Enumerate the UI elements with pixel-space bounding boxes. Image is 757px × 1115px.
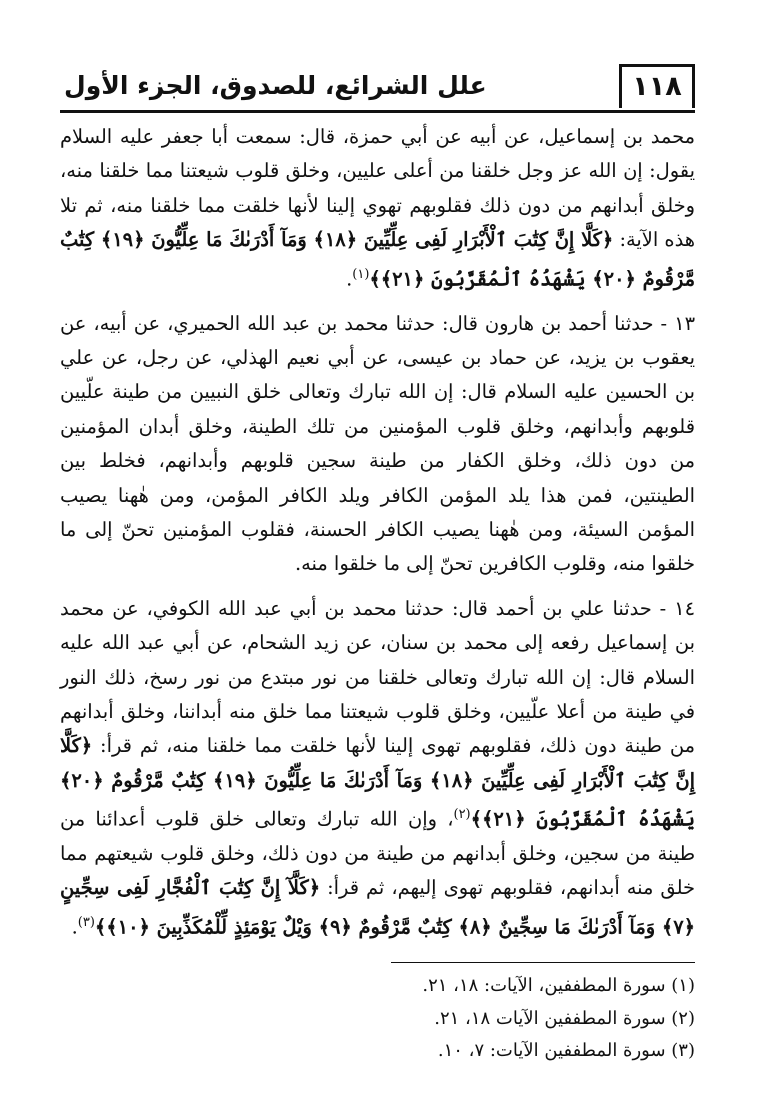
- paragraph-hadith-14: [60, 592, 695, 945]
- paragraph-text: محمد بن إسماعيل، عن أبيه عن أبي حمزة، قال: سمعت أبا جعفر عليه السلام يقول: إن الله عز وجل خلقنا من أعلى عليين، وخلق قلوب شيعتنا مما خلقنا منه، وخلق أبدانهم من دون ذلك فقلوبهم تهوي إلينا لأنها خلقت مما خلقنا منه، ثم تلا هذه الآية:: [60, 125, 695, 252]
- footnote: (١) سورة المطففين، الآيات: ١٨، ٢١.: [422, 975, 695, 996]
- quran-quote: ﴿كَلَّا إِنَّ كِتَٰبَ ٱلْأَبْرَارِ لَفِى عِلِّيِّينَ ﴿١٨﴾ وَمَآ أَدْرَىٰكَ مَا عِلِّيُّونَ ﴿١٩﴾ كِتَٰبٌ مَّرْقُومٌ ﴿٢٠﴾ يَشْهَدُهُ ٱلْمُقَرَّبُونَ ﴿٢١﴾﴾: [60, 734, 696, 831]
- footnote-marker: (١): [352, 266, 370, 282]
- paragraph-continuation: [60, 120, 695, 297]
- footnote: (٢) سورة المطففين الآيات ١٨، ٢١.: [434, 1007, 695, 1029]
- paragraph-hadith-13: [60, 307, 695, 582]
- footnote: (٣) سورة المطففين الآيات: ٧، ١٠.: [437, 1040, 695, 1061]
- quran-quote: ﴿كَلَّا إِنَّ كِتَٰبَ ٱلْأَبْرَارِ لَفِى عِلِّيِّينَ ﴿١٨﴾ وَمَآ أَدْرَىٰكَ مَا عِلِّيُّونَ ﴿١٩﴾ كِتَٰبٌ مَّرْقُومٌ ﴿٢٠﴾ يَشْهَدُهُ ٱلْمُقَرَّبُونَ ﴿٢١﴾﴾: [60, 228, 695, 291]
- footnote-marker-2: (٣): [77, 914, 95, 930]
- footnotes-divider: [391, 962, 695, 963]
- paragraph-text: ١٤ - حدثنا علي بن أحمد قال: حدثنا محمد بن أبي عبد الله الكوفي، عن محمد بن إسماعيل رفعه إلى محمد بن سنان، عن زيد الشحام، عن أبي عبد الله عليه السلام قال: إن الله تبارك وتعالى خلقنا من نور مبتدع من نور رسخ، ذلك النور في طينة من أعلا علّيين، وخلق قلوب شيعتنا مما خلق منه أبداننا، وخلق أبدانهم من طينة دون ذلك، فقلوبهم تهوى إلينا لأنها خلقت مما خلقنا منه، ثم قرأ:: [60, 596, 695, 758]
- paragraph-tail: .: [71, 915, 78, 939]
- footnotes: [300, 970, 695, 1068]
- running-title: علل الشرائع، للصدوق، الجزء الأول: [64, 71, 487, 100]
- body-text: [60, 120, 695, 945]
- paragraph-continuation-text: ، وإن الله تبارك وتعالى خلق قلوب أعدائنا من طينة من سجين، وخلق أبدانهم من طينة من دون ذلك، وخلق قلوب شيعتهم مما خلق منه أبدانهم، فقلوبهم تهوى إليهم، ثم قرأ:: [60, 807, 696, 900]
- paragraph-tail: .: [346, 267, 353, 291]
- quran-quote-2: ﴿كَلَّآ إِنَّ كِتَٰبَ ٱلْفُجَّارِ لَفِى سِجِّينٍ ﴿٧﴾ وَمَآ أَدْرَىٰكَ مَا سِجِّينٌ ﴿٨﴾ كِتَٰبٌ مَّرْقُومٌ ﴿٩﴾ وَيْلٌ يَوْمَئِذٍ لِّلْمُكَذِّبِينَ ﴿١٠﴾﴾: [60, 876, 695, 939]
- page-header: [60, 64, 695, 113]
- footnote-marker: (٢): [453, 807, 471, 823]
- paragraph-text: ١٣ - حدثنا أحمد بن هارون قال: حدثنا محمد بن عبد الله الحميري، عن أبيه، عن يعقوب بن يزيد، عن حماد بن عيسى، عن أبي نعيم الهذلي، عن رجل، عن علي بن الحسين عليه السلام قال: إن الله تبارك وتعالى خلق النبيين من طينة علّيين قلوبهم وأبدانهم، وخلق قلوب المؤمنين من تلك الطينة، وخلق أبدان المؤمنين من دون ذلك، وخلق الكفار من طينة سجين قلوبهم وأبدانهم، فخلط بين الطينتين، فمن هذا يلد المؤمن الكافر ويلد الكافر المؤمن، ومن هٰهنا يصيب المؤمن السيئة، ومن هٰهنا يصيب الكافر الحسنة، فقلوب المؤمنين تحنّ إلى ما خلقوا منه، وقلوب الكافرين تحنّ إلى ما خلقوا منه.: [60, 311, 695, 576]
- page-number: ١١٨: [619, 64, 695, 108]
